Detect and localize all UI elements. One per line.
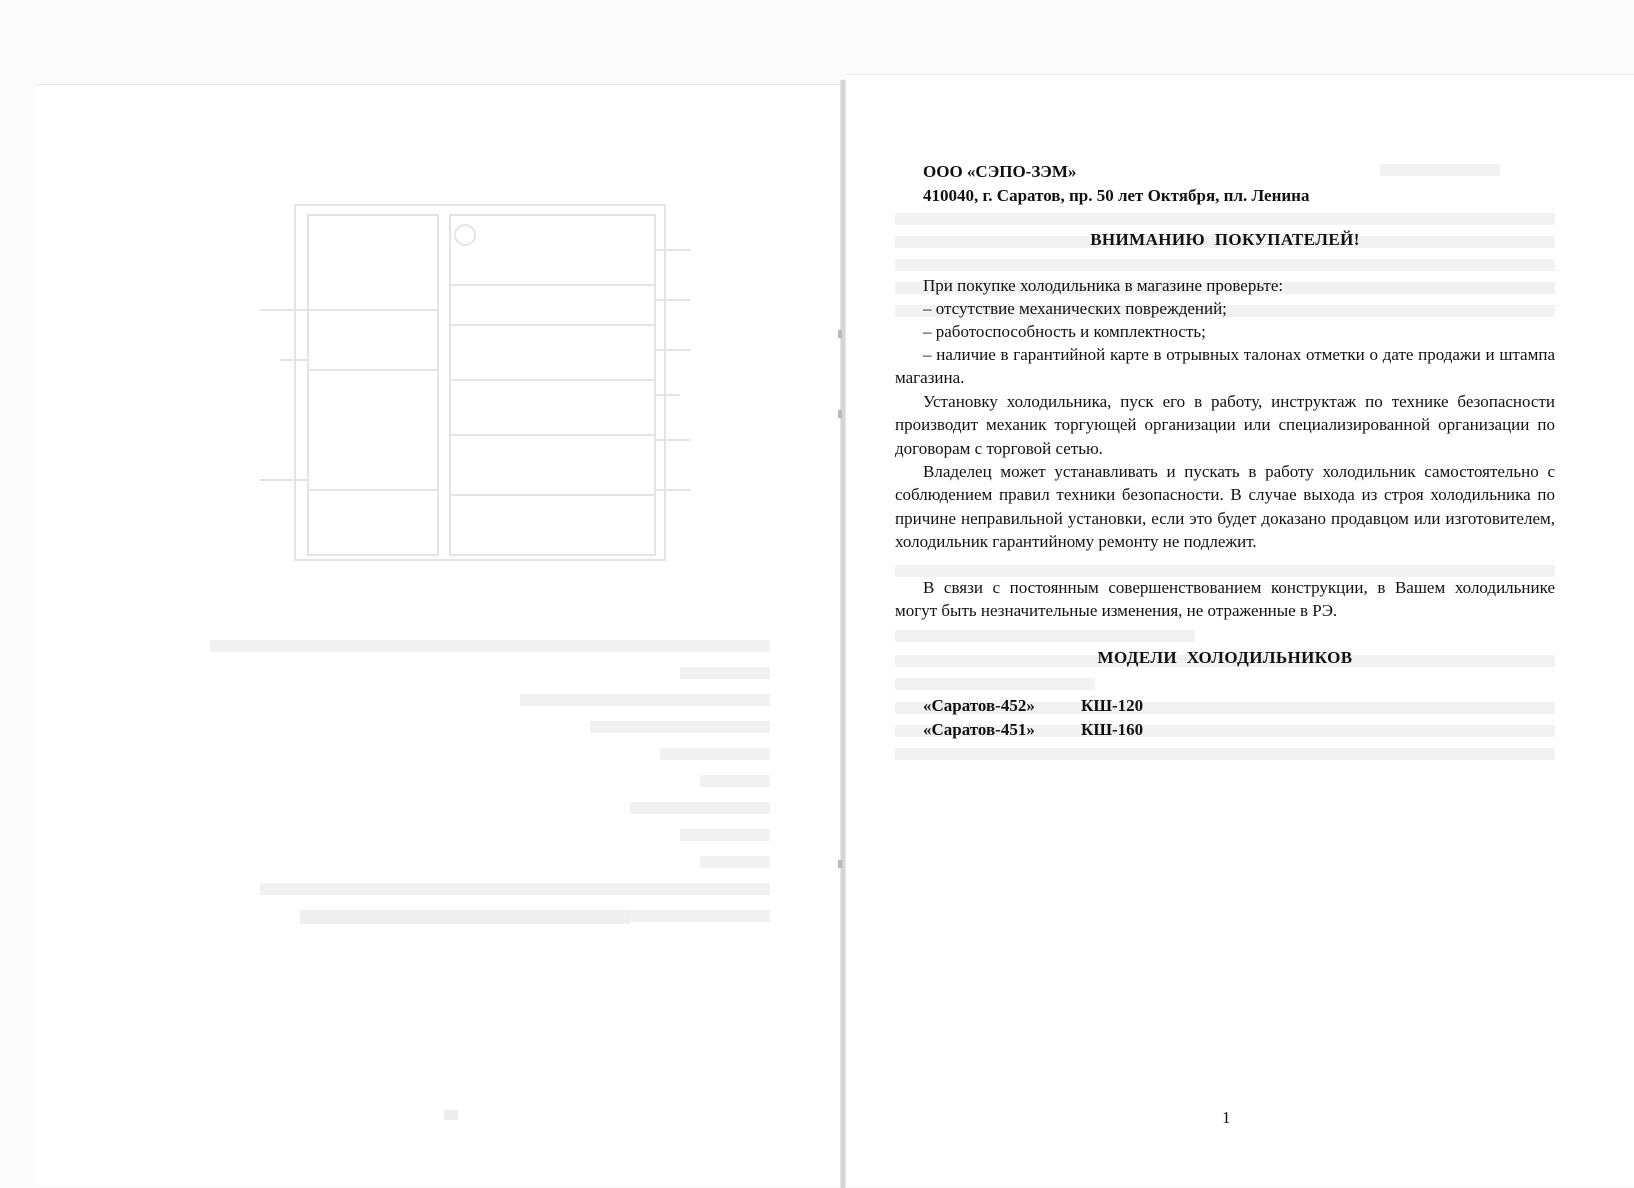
installation-paragraph: Установку холодильника, пуск его в работу, инструктаж по технике безопасности производит механик торгующей организации или специализированной организации по договорам с торговой сетью.	[895, 392, 1555, 458]
bleed-through-legend	[170, 640, 770, 937]
bleed-through-page-number	[444, 1110, 458, 1120]
check-item-1: – отсутствие механических повреждений;	[923, 299, 1227, 318]
page-number: 1	[1222, 1108, 1231, 1127]
owner-paragraph: Владелец может устанавливать и пускать в работу холодильник самостоятельно с соблюдением правил техники безопасности. В случае выхода из строя холодильника по причине неправильной установки, если это будет доказано продавцом или изготовителем, холодильник гарантийному ремонту не подлежит.	[895, 462, 1555, 551]
improvement-paragraph: В связи с постоянным совершенствованием конструкции, в Вашем холодильнике могут быть незначительные изменения, не отраженные в РЭ.	[895, 578, 1555, 621]
model-row	[923, 694, 1143, 718]
bleed-through-caption	[300, 910, 630, 924]
model-name: «Саратов-451»	[923, 720, 1035, 739]
company-address: 410040, г. Саратов, пр. 50 лет Октября, пл. Ленина	[923, 186, 1310, 205]
model-code: КШ-160	[1081, 720, 1144, 739]
company-header	[923, 160, 1309, 208]
models-heading: МОДЕЛИ ХОЛОДИЛЬНИКОВ	[1097, 648, 1353, 667]
check-item-2: – работоспособность и комплектность;	[923, 322, 1206, 341]
check-item-3: – наличие в гарантийной карте в отрывных талонах отметки о дате продажи и штампа магазина.	[895, 345, 1555, 388]
attention-heading: ВНИМАНИЮ ПОКУПАТЕЛЕЙ!	[1090, 230, 1360, 249]
model-code: КШ-120	[1081, 696, 1144, 715]
models-list	[923, 694, 1143, 742]
check-intro: При покупке холодильника в магазине проверьте:	[923, 276, 1284, 295]
company-name: ООО «СЭПО-ЗЭМ»	[923, 162, 1077, 181]
book-spine	[840, 80, 846, 1188]
model-row	[923, 718, 1143, 742]
bleed-through-refrigerator-drawing	[240, 190, 720, 590]
model-name: «Саратов-452»	[923, 696, 1035, 715]
